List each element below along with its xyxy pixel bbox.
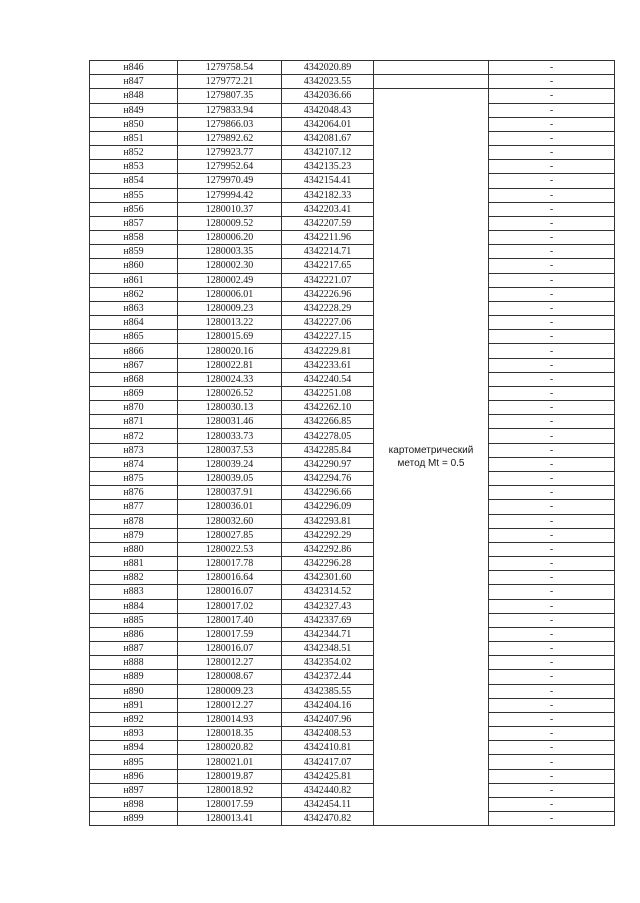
point-id-cell: н857 — [90, 216, 178, 230]
table-row — [90, 585, 615, 599]
x-coordinate-cell: 1280026.52 — [178, 386, 282, 400]
point-id-cell: н853 — [90, 160, 178, 174]
x-coordinate-cell: 1280022.81 — [178, 358, 282, 372]
table-row — [90, 627, 615, 641]
x-coordinate-cell: 1279772.21 — [178, 75, 282, 89]
y-coordinate-cell: 4342285.84 — [282, 443, 374, 457]
y-coordinate-cell: 4342182.33 — [282, 188, 374, 202]
coordinates-table — [89, 60, 615, 826]
table-row — [90, 741, 615, 755]
method-accuracy: метод Mt = 0.5 — [397, 458, 465, 470]
point-id-cell: н870 — [90, 401, 178, 415]
table-row — [90, 61, 615, 75]
dash-cell: - — [489, 117, 615, 131]
y-coordinate-cell: 4342417.07 — [282, 755, 374, 769]
y-coordinate-cell: 4342226.96 — [282, 287, 374, 301]
dash-cell: - — [489, 287, 615, 301]
method-cell — [374, 89, 489, 826]
dash-cell: - — [489, 613, 615, 627]
dash-cell: - — [489, 89, 615, 103]
point-id-cell: н874 — [90, 457, 178, 471]
table-row — [90, 273, 615, 287]
table-row — [90, 727, 615, 741]
table-row — [90, 429, 615, 443]
dash-cell: - — [489, 344, 615, 358]
dash-cell: - — [489, 103, 615, 117]
point-id-cell: н898 — [90, 797, 178, 811]
table-row — [90, 259, 615, 273]
dash-cell: - — [489, 528, 615, 542]
point-id-cell: н887 — [90, 642, 178, 656]
y-coordinate-cell: 4342020.89 — [282, 61, 374, 75]
point-id-cell: н878 — [90, 514, 178, 528]
point-id-cell: н896 — [90, 769, 178, 783]
point-id-cell: н849 — [90, 103, 178, 117]
point-id-cell: н875 — [90, 471, 178, 485]
x-coordinate-cell: 1280003.35 — [178, 245, 282, 259]
x-coordinate-cell: 1280009.23 — [178, 684, 282, 698]
dash-cell: - — [489, 231, 615, 245]
point-id-cell: н865 — [90, 330, 178, 344]
dash-cell: - — [489, 358, 615, 372]
y-coordinate-cell: 4342229.81 — [282, 344, 374, 358]
dash-cell: - — [489, 783, 615, 797]
x-coordinate-cell: 1280039.05 — [178, 471, 282, 485]
x-coordinate-cell: 1280018.92 — [178, 783, 282, 797]
x-coordinate-cell: 1280017.02 — [178, 599, 282, 613]
point-id-cell: н864 — [90, 316, 178, 330]
table-row — [90, 471, 615, 485]
dash-cell: - — [489, 812, 615, 826]
y-coordinate-cell: 4342266.85 — [282, 415, 374, 429]
method-cell-empty — [374, 75, 489, 89]
point-id-cell: н859 — [90, 245, 178, 259]
table-row — [90, 231, 615, 245]
table-row — [90, 486, 615, 500]
y-coordinate-cell: 4342211.96 — [282, 231, 374, 245]
x-coordinate-cell: 1280020.16 — [178, 344, 282, 358]
y-coordinate-cell: 4342023.55 — [282, 75, 374, 89]
y-coordinate-cell: 4342107.12 — [282, 146, 374, 160]
point-id-cell: н855 — [90, 188, 178, 202]
dash-cell: - — [489, 599, 615, 613]
point-id-cell: н851 — [90, 131, 178, 145]
table-row — [90, 117, 615, 131]
point-id-cell: н868 — [90, 372, 178, 386]
x-coordinate-cell: 1280006.20 — [178, 231, 282, 245]
table-row — [90, 216, 615, 230]
dash-cell: - — [489, 259, 615, 273]
x-coordinate-cell: 1280018.35 — [178, 727, 282, 741]
point-id-cell: н856 — [90, 202, 178, 216]
y-coordinate-cell: 4342036.66 — [282, 89, 374, 103]
table-row — [90, 500, 615, 514]
x-coordinate-cell: 1279892.62 — [178, 131, 282, 145]
y-coordinate-cell: 4342337.69 — [282, 613, 374, 627]
dash-cell: - — [489, 146, 615, 160]
dash-cell: - — [489, 330, 615, 344]
x-coordinate-cell: 1280017.59 — [178, 797, 282, 811]
table-row — [90, 528, 615, 542]
table-row — [90, 202, 615, 216]
x-coordinate-cell: 1280020.82 — [178, 741, 282, 755]
dash-cell: - — [489, 769, 615, 783]
dash-cell: - — [489, 443, 615, 457]
table-row — [90, 557, 615, 571]
y-coordinate-cell: 4342408.53 — [282, 727, 374, 741]
table-row — [90, 769, 615, 783]
x-coordinate-cell: 1280016.07 — [178, 642, 282, 656]
dash-cell: - — [489, 316, 615, 330]
dash-cell: - — [489, 415, 615, 429]
y-coordinate-cell: 4342227.15 — [282, 330, 374, 344]
dash-cell: - — [489, 542, 615, 556]
x-coordinate-cell: 1280033.73 — [178, 429, 282, 443]
dash-cell: - — [489, 471, 615, 485]
dash-cell: - — [489, 486, 615, 500]
table-row — [90, 684, 615, 698]
dash-cell: - — [489, 174, 615, 188]
point-id-cell: н867 — [90, 358, 178, 372]
dash-cell: - — [489, 75, 615, 89]
point-id-cell: н863 — [90, 301, 178, 315]
x-coordinate-cell: 1280019.87 — [178, 769, 282, 783]
x-coordinate-cell: 1279866.03 — [178, 117, 282, 131]
x-coordinate-cell: 1280013.41 — [178, 812, 282, 826]
dash-cell: - — [489, 429, 615, 443]
table-row — [90, 131, 615, 145]
x-coordinate-cell: 1280002.49 — [178, 273, 282, 287]
y-coordinate-cell: 4342081.67 — [282, 131, 374, 145]
y-coordinate-cell: 4342214.71 — [282, 245, 374, 259]
point-id-cell: н895 — [90, 755, 178, 769]
point-id-cell: н891 — [90, 698, 178, 712]
dash-cell: - — [489, 500, 615, 514]
point-id-cell: н854 — [90, 174, 178, 188]
x-coordinate-cell: 1279952.64 — [178, 160, 282, 174]
y-coordinate-cell: 4342278.05 — [282, 429, 374, 443]
point-id-cell: н869 — [90, 386, 178, 400]
point-id-cell: н881 — [90, 557, 178, 571]
dash-cell: - — [489, 160, 615, 174]
y-coordinate-cell: 4342296.66 — [282, 486, 374, 500]
dash-cell: - — [489, 372, 615, 386]
y-coordinate-cell: 4342407.96 — [282, 712, 374, 726]
point-id-cell: н880 — [90, 542, 178, 556]
table-row — [90, 613, 615, 627]
x-coordinate-cell: 1280031.46 — [178, 415, 282, 429]
y-coordinate-cell: 4342410.81 — [282, 741, 374, 755]
x-coordinate-cell: 1280037.91 — [178, 486, 282, 500]
point-id-cell: н879 — [90, 528, 178, 542]
table-row — [90, 146, 615, 160]
dash-cell: - — [489, 585, 615, 599]
point-id-cell: н886 — [90, 627, 178, 641]
x-coordinate-cell: 1280013.22 — [178, 316, 282, 330]
x-coordinate-cell: 1279833.94 — [178, 103, 282, 117]
x-coordinate-cell: 1280002.30 — [178, 259, 282, 273]
y-coordinate-cell: 4342293.81 — [282, 514, 374, 528]
dash-cell: - — [489, 727, 615, 741]
x-coordinate-cell: 1280022.53 — [178, 542, 282, 556]
x-coordinate-cell: 1280036.01 — [178, 500, 282, 514]
point-id-cell: н858 — [90, 231, 178, 245]
x-coordinate-cell: 1280015.69 — [178, 330, 282, 344]
y-coordinate-cell: 4342221.07 — [282, 273, 374, 287]
table-row — [90, 89, 615, 103]
y-coordinate-cell: 4342344.71 — [282, 627, 374, 641]
point-id-cell: н861 — [90, 273, 178, 287]
table-row — [90, 599, 615, 613]
dash-cell: - — [489, 61, 615, 75]
table-row — [90, 797, 615, 811]
table-row — [90, 245, 615, 259]
table-row — [90, 571, 615, 585]
x-coordinate-cell: 1280032.60 — [178, 514, 282, 528]
dash-cell: - — [489, 712, 615, 726]
x-coordinate-cell: 1279758.54 — [178, 61, 282, 75]
x-coordinate-cell: 1280008.67 — [178, 670, 282, 684]
point-id-cell: н894 — [90, 741, 178, 755]
dash-cell: - — [489, 684, 615, 698]
point-id-cell: н882 — [90, 571, 178, 585]
dash-cell: - — [489, 301, 615, 315]
table-row — [90, 698, 615, 712]
table-row — [90, 386, 615, 400]
y-coordinate-cell: 4342348.51 — [282, 642, 374, 656]
x-coordinate-cell: 1280017.40 — [178, 613, 282, 627]
y-coordinate-cell: 4342294.76 — [282, 471, 374, 485]
table-row — [90, 457, 615, 471]
y-coordinate-cell: 4342048.43 — [282, 103, 374, 117]
table-row — [90, 75, 615, 89]
point-id-cell: н872 — [90, 429, 178, 443]
dash-cell: - — [489, 216, 615, 230]
x-coordinate-cell: 1280016.07 — [178, 585, 282, 599]
point-id-cell: н890 — [90, 684, 178, 698]
point-id-cell: н862 — [90, 287, 178, 301]
point-id-cell: н888 — [90, 656, 178, 670]
y-coordinate-cell: 4342354.02 — [282, 656, 374, 670]
x-coordinate-cell: 1280021.01 — [178, 755, 282, 769]
point-id-cell: н877 — [90, 500, 178, 514]
dash-cell: - — [489, 642, 615, 656]
dash-cell: - — [489, 670, 615, 684]
y-coordinate-cell: 4342262.10 — [282, 401, 374, 415]
y-coordinate-cell: 4342290.97 — [282, 457, 374, 471]
dash-cell: - — [489, 188, 615, 202]
table-row — [90, 301, 615, 315]
point-id-cell: н897 — [90, 783, 178, 797]
table-row — [90, 656, 615, 670]
y-coordinate-cell: 4342135.23 — [282, 160, 374, 174]
dash-cell: - — [489, 698, 615, 712]
dash-cell: - — [489, 797, 615, 811]
y-coordinate-cell: 4342154.41 — [282, 174, 374, 188]
dash-cell: - — [489, 245, 615, 259]
x-coordinate-cell: 1280027.85 — [178, 528, 282, 542]
y-coordinate-cell: 4342233.61 — [282, 358, 374, 372]
point-id-cell: н889 — [90, 670, 178, 684]
x-coordinate-cell: 1280012.27 — [178, 656, 282, 670]
table-row — [90, 712, 615, 726]
x-coordinate-cell: 1280016.64 — [178, 571, 282, 585]
point-id-cell: н847 — [90, 75, 178, 89]
table-row — [90, 330, 615, 344]
y-coordinate-cell: 4342425.81 — [282, 769, 374, 783]
y-coordinate-cell: 4342454.11 — [282, 797, 374, 811]
y-coordinate-cell: 4342217.65 — [282, 259, 374, 273]
table-row — [90, 401, 615, 415]
x-coordinate-cell: 1280006.01 — [178, 287, 282, 301]
x-coordinate-cell: 1280014.93 — [178, 712, 282, 726]
dash-cell: - — [489, 386, 615, 400]
y-coordinate-cell: 4342470.82 — [282, 812, 374, 826]
x-coordinate-cell: 1280024.33 — [178, 372, 282, 386]
table-row — [90, 287, 615, 301]
dash-cell: - — [489, 627, 615, 641]
y-coordinate-cell: 4342207.59 — [282, 216, 374, 230]
x-coordinate-cell: 1279923.77 — [178, 146, 282, 160]
point-id-cell: н871 — [90, 415, 178, 429]
y-coordinate-cell: 4342385.55 — [282, 684, 374, 698]
x-coordinate-cell: 1279970.49 — [178, 174, 282, 188]
point-id-cell: н860 — [90, 259, 178, 273]
x-coordinate-cell: 1280010.37 — [178, 202, 282, 216]
x-coordinate-cell: 1280037.53 — [178, 443, 282, 457]
point-id-cell: н884 — [90, 599, 178, 613]
method-name: картометрический — [388, 445, 474, 457]
table-row — [90, 358, 615, 372]
y-coordinate-cell: 4342227.06 — [282, 316, 374, 330]
dash-cell: - — [489, 571, 615, 585]
dash-cell: - — [489, 557, 615, 571]
point-id-cell: н899 — [90, 812, 178, 826]
point-id-cell: н885 — [90, 613, 178, 627]
dash-cell: - — [489, 514, 615, 528]
point-id-cell: н852 — [90, 146, 178, 160]
table-row — [90, 174, 615, 188]
point-id-cell: н848 — [90, 89, 178, 103]
y-coordinate-cell: 4342296.28 — [282, 557, 374, 571]
y-coordinate-cell: 4342301.60 — [282, 571, 374, 585]
method-cell-empty — [374, 61, 489, 75]
table-row — [90, 443, 615, 457]
y-coordinate-cell: 4342372.44 — [282, 670, 374, 684]
x-coordinate-cell: 1280039.24 — [178, 457, 282, 471]
x-coordinate-cell: 1280030.13 — [178, 401, 282, 415]
point-id-cell: н850 — [90, 117, 178, 131]
table-row — [90, 812, 615, 826]
y-coordinate-cell: 4342292.29 — [282, 528, 374, 542]
x-coordinate-cell: 1280009.23 — [178, 301, 282, 315]
table-row — [90, 783, 615, 797]
y-coordinate-cell: 4342064.01 — [282, 117, 374, 131]
x-coordinate-cell: 1280012.27 — [178, 698, 282, 712]
y-coordinate-cell: 4342228.29 — [282, 301, 374, 315]
dash-cell: - — [489, 273, 615, 287]
point-id-cell: н892 — [90, 712, 178, 726]
dash-cell: - — [489, 755, 615, 769]
table-row — [90, 415, 615, 429]
dash-cell: - — [489, 401, 615, 415]
point-id-cell: н873 — [90, 443, 178, 457]
table-row — [90, 642, 615, 656]
x-coordinate-cell: 1279994.42 — [178, 188, 282, 202]
y-coordinate-cell: 4342327.43 — [282, 599, 374, 613]
table-row — [90, 755, 615, 769]
dash-cell: - — [489, 202, 615, 216]
dash-cell: - — [489, 457, 615, 471]
y-coordinate-cell: 4342314.52 — [282, 585, 374, 599]
table-row — [90, 372, 615, 386]
y-coordinate-cell: 4342240.54 — [282, 372, 374, 386]
x-coordinate-cell: 1280009.52 — [178, 216, 282, 230]
table-row — [90, 160, 615, 174]
x-coordinate-cell: 1279807.35 — [178, 89, 282, 103]
dash-cell: - — [489, 741, 615, 755]
table-row — [90, 316, 615, 330]
point-id-cell: н893 — [90, 727, 178, 741]
y-coordinate-cell: 4342296.09 — [282, 500, 374, 514]
point-id-cell: н846 — [90, 61, 178, 75]
x-coordinate-cell: 1280017.59 — [178, 627, 282, 641]
y-coordinate-cell: 4342440.82 — [282, 783, 374, 797]
table-row — [90, 188, 615, 202]
table-row — [90, 542, 615, 556]
table-row — [90, 670, 615, 684]
table-row — [90, 344, 615, 358]
dash-cell: - — [489, 656, 615, 670]
point-id-cell: н876 — [90, 486, 178, 500]
dash-cell: - — [489, 131, 615, 145]
point-id-cell: н883 — [90, 585, 178, 599]
table-row — [90, 514, 615, 528]
y-coordinate-cell: 4342404.16 — [282, 698, 374, 712]
x-coordinate-cell: 1280017.78 — [178, 557, 282, 571]
y-coordinate-cell: 4342292.86 — [282, 542, 374, 556]
point-id-cell: н866 — [90, 344, 178, 358]
coordinates-table-body — [90, 61, 615, 826]
table-row — [90, 103, 615, 117]
y-coordinate-cell: 4342251.08 — [282, 386, 374, 400]
y-coordinate-cell: 4342203.41 — [282, 202, 374, 216]
